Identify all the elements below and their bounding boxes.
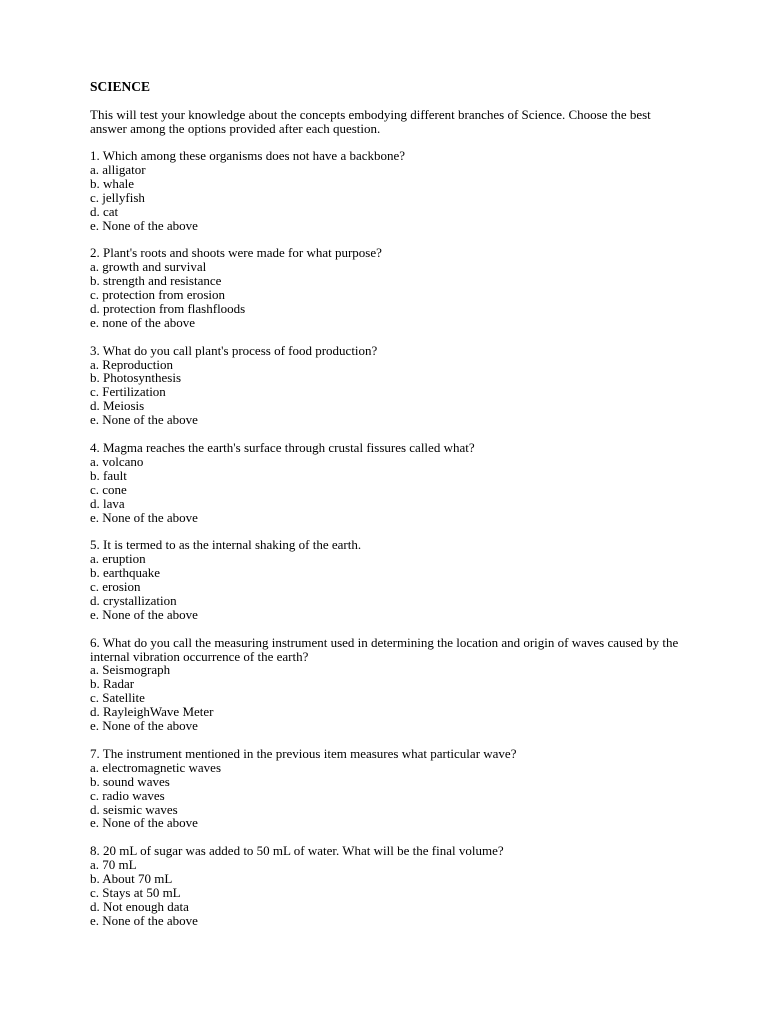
answer-option: e. None of the above bbox=[90, 217, 198, 233]
answer-option: c. protection from erosion bbox=[90, 287, 226, 303]
answer-option: e. None of the above bbox=[90, 718, 198, 734]
answer-option: a. alligator bbox=[90, 161, 146, 177]
answer-options bbox=[90, 455, 680, 525]
question-text: 1. Which among these organisms does not have a backbone? bbox=[90, 148, 406, 163]
answer-options bbox=[90, 260, 680, 330]
question-list bbox=[90, 149, 680, 942]
answer-option: c. radio waves bbox=[90, 787, 165, 803]
answer-option: e. none of the above bbox=[90, 314, 196, 330]
answer-option: a. 70 mL bbox=[90, 857, 137, 873]
question-text: 8. 20 mL of sugar was added to 50 mL of water. What will be the final volume? bbox=[90, 843, 504, 859]
answer-option: d. crystallization bbox=[90, 592, 177, 608]
answer-option: e. None of the above bbox=[90, 606, 198, 622]
answer-option: d. lava bbox=[90, 495, 125, 511]
intro-paragraph: This will test your knowledge about the concepts embodying different branches of Science. Choose the best answer among the options provided after each question. bbox=[90, 107, 651, 136]
answer-option: d. seismic waves bbox=[90, 801, 178, 817]
answer-option: c. erosion bbox=[90, 579, 141, 595]
question-block bbox=[90, 441, 680, 524]
answer-options bbox=[90, 163, 680, 233]
answer-option: d. protection from flashfloods bbox=[90, 300, 246, 316]
answer-options bbox=[90, 358, 680, 428]
answer-option: d. cat bbox=[90, 203, 119, 219]
answer-option: d. RayleighWave Meter bbox=[90, 704, 214, 720]
answer-option: e. None of the above bbox=[90, 815, 198, 831]
question-text: 6. What do you call the measuring instrument used in determining the location and origin of waves caused by the internal vibration occurrence of the earth? bbox=[90, 634, 679, 664]
answer-options bbox=[90, 552, 680, 622]
answer-option: e. None of the above bbox=[90, 509, 198, 525]
answer-option: b. About 70 mL bbox=[90, 871, 173, 887]
question-text: 7. The instrument mentioned in the previous item measures what particular wave? bbox=[90, 745, 517, 761]
question-block bbox=[90, 344, 680, 427]
answer-option: b. strength and resistance bbox=[90, 273, 222, 289]
answer-option: d. Not enough data bbox=[90, 898, 189, 914]
answer-option: e. None of the above bbox=[90, 912, 198, 928]
question-block bbox=[90, 636, 680, 733]
answer-option: a. volcano bbox=[90, 453, 144, 469]
answer-options bbox=[90, 663, 680, 733]
answer-option: a. electromagnetic waves bbox=[90, 759, 222, 775]
question-block bbox=[90, 246, 680, 329]
answer-option: b. whale bbox=[90, 175, 135, 191]
question-text: 2. Plant's roots and shoots were made for what purpose? bbox=[90, 245, 382, 261]
question-text: 4. Magma reaches the earth's surface through crustal fissures called what? bbox=[90, 439, 475, 455]
answer-option: c. Satellite bbox=[90, 690, 145, 706]
answer-option: a. Reproduction bbox=[90, 356, 174, 372]
answer-option: b. earthquake bbox=[90, 565, 161, 581]
answer-option: c. Fertilization bbox=[90, 384, 166, 400]
question-block bbox=[90, 747, 680, 830]
question-block bbox=[90, 149, 680, 232]
question-block bbox=[90, 844, 680, 927]
answer-option: a. growth and survival bbox=[90, 259, 207, 275]
answer-option: c. cone bbox=[90, 481, 127, 497]
question-text: 5. It is termed to as the internal shaking of the earth. bbox=[90, 537, 362, 553]
answer-option: b. sound waves bbox=[90, 773, 170, 789]
question-block bbox=[90, 538, 680, 621]
answer-option: a. Seismograph bbox=[90, 662, 171, 678]
answer-option: d. Meiosis bbox=[90, 398, 145, 414]
answer-options bbox=[90, 761, 680, 831]
answer-option: b. Photosynthesis bbox=[90, 370, 182, 386]
answer-option: a. eruption bbox=[90, 551, 146, 567]
answer-option: b. fault bbox=[90, 467, 127, 483]
answer-option: e. None of the above bbox=[90, 412, 198, 428]
question-text: 3. What do you call plant's process of food production? bbox=[90, 342, 378, 358]
answer-option: c. Stays at 50 mL bbox=[90, 884, 181, 900]
answer-option: b. Radar bbox=[90, 676, 135, 692]
answer-option: c. jellyfish bbox=[90, 189, 145, 205]
answer-options bbox=[90, 858, 680, 928]
page-title: SCIENCE bbox=[90, 79, 151, 94]
